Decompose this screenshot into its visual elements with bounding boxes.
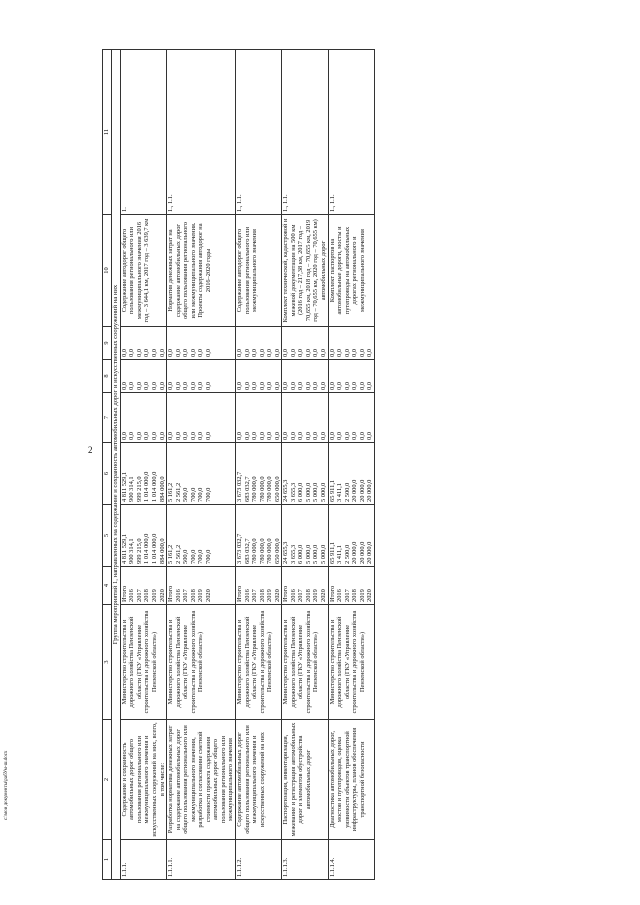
landscape-table-wrapper <box>102 50 640 880</box>
other-value: 0,0 <box>197 349 205 357</box>
total-value: 780 000,0 <box>251 538 259 564</box>
indicator-link: 1., 1.1. <box>282 50 328 215</box>
regional-cell <box>282 443 328 505</box>
total-value: 20 000,0 <box>351 541 359 564</box>
regional-value: 20 000,0 <box>358 479 366 502</box>
local-value: 0,0 <box>297 382 305 390</box>
total-value: 3 655,3 <box>289 544 297 564</box>
other-value: 0,0 <box>235 349 243 357</box>
other-value: 0,0 <box>297 349 305 357</box>
indicator-link: 1. <box>120 50 166 215</box>
regional-value: 5 000,0 <box>304 482 312 502</box>
federal-cell <box>328 393 374 443</box>
column-number: 7 <box>103 393 112 443</box>
years-value: 2017 <box>135 589 143 602</box>
years-value: Итого <box>167 585 175 602</box>
total-value: 24 655,3 <box>282 541 290 564</box>
federal-value: 0,0 <box>328 432 336 440</box>
activity-code: 1.1.1.3. <box>282 840 328 880</box>
local-value: 0,0 <box>304 382 312 390</box>
other-cell <box>235 327 281 360</box>
federal-value: 0,0 <box>273 432 281 440</box>
activity-code: 1.1.1.2. <box>235 840 281 880</box>
other-value: 0,0 <box>312 349 320 357</box>
years-value: 2016 <box>289 589 297 602</box>
federal-value: 0,0 <box>304 432 312 440</box>
other-value: 0,0 <box>158 349 166 357</box>
years-cell <box>120 567 166 605</box>
total-value: 780 000,0 <box>258 538 266 564</box>
local-value: 0,0 <box>319 382 327 390</box>
total-value: 500,0 <box>182 549 190 564</box>
local-value: 0,0 <box>235 382 243 390</box>
other-value: 0,0 <box>128 349 136 357</box>
federal-cell <box>235 393 281 443</box>
total-value: 4 811 529,1 <box>120 533 128 564</box>
activity-executor: Министерство строительства и дорожного хозяйства Пензенской области (ГКУ «Управление строительства и дорожного хозяйства Пензенской области») <box>120 605 166 720</box>
other-value: 0,0 <box>174 349 182 357</box>
federal-value: 0,0 <box>319 432 327 440</box>
federal-value: 0,0 <box>128 432 136 440</box>
local-cell <box>235 360 281 393</box>
total-value: 6 000,0 <box>297 544 305 564</box>
total-value: 5 000,0 <box>312 544 320 564</box>
federal-cell <box>120 393 166 443</box>
years-value: 2016 <box>336 589 344 602</box>
federal-value: 0,0 <box>336 432 344 440</box>
column-number: 11 <box>103 50 112 215</box>
total-value: 5 000,0 <box>304 544 312 564</box>
regional-value: 700,0 <box>197 487 205 502</box>
federal-value: 0,0 <box>351 432 359 440</box>
total-value: 884 000,0 <box>158 538 166 564</box>
years-value: 2019 <box>312 589 320 602</box>
years-value: 2016 <box>243 589 251 602</box>
other-value: 0,0 <box>358 349 366 357</box>
federal-value: 0,0 <box>258 432 266 440</box>
total-cell <box>282 505 328 567</box>
total-value: 650 000,0 <box>273 538 281 564</box>
federal-value: 0,0 <box>243 432 251 440</box>
local-cell <box>328 360 374 393</box>
other-value: 0,0 <box>343 349 351 357</box>
total-value: 5 161,2 <box>167 544 175 564</box>
federal-value: 0,0 <box>150 432 158 440</box>
other-value: 0,0 <box>328 349 336 357</box>
total-value: 700,0 <box>197 549 205 564</box>
table-body <box>120 50 374 880</box>
local-value: 0,0 <box>358 382 366 390</box>
local-value: 0,0 <box>128 382 136 390</box>
local-cell <box>282 360 328 393</box>
table-row <box>235 50 281 880</box>
other-value: 0,0 <box>258 349 266 357</box>
other-value: 0,0 <box>282 349 290 357</box>
years-value: 2019 <box>150 589 158 602</box>
local-value: 0,0 <box>366 382 374 390</box>
years-value: 2018 <box>143 589 151 602</box>
regional-value: 2 561,2 <box>174 482 182 502</box>
local-value: 0,0 <box>158 382 166 390</box>
regional-value: 6 000,0 <box>297 482 305 502</box>
activity-name: Содержание автомобильных дорог общего пользования регионального или межмуниципального значения и искусственных сооружений на них <box>235 720 281 840</box>
total-cell <box>328 505 374 567</box>
federal-value: 0,0 <box>343 432 351 440</box>
regional-cell <box>167 443 236 505</box>
local-value: 0,0 <box>266 382 274 390</box>
other-value: 0,0 <box>304 349 312 357</box>
regional-value: 3 673 032,7 <box>235 471 243 502</box>
years-value: 2016 <box>128 589 136 602</box>
activity-name: Паспортизация, инвентаризация, межевание и регистрация автомобильных дорог и элементов обустройства автомобильных дорог <box>282 720 328 840</box>
activity-result: Норматив денежных затрат на содержание автомобильных дорог общего пользования регионального или межмуниципального значения. Проекты содержания автодорог на 2016–2020 годы <box>167 215 236 327</box>
regional-value: 999 215,0 <box>135 476 143 502</box>
regional-value: 2 500,0 <box>343 482 351 502</box>
years-value: Итого <box>282 585 290 602</box>
column-number-row <box>103 50 112 880</box>
federal-value: 0,0 <box>204 432 212 440</box>
local-value: 0,0 <box>135 382 143 390</box>
column-number: 1 <box>103 840 112 880</box>
local-cell <box>120 360 166 393</box>
other-value: 0,0 <box>273 349 281 357</box>
local-value: 0,0 <box>328 382 336 390</box>
other-value: 0,0 <box>189 349 197 357</box>
regional-value: 500,0 <box>182 487 190 502</box>
other-value: 0,0 <box>120 349 128 357</box>
years-value: Итого <box>120 585 128 602</box>
other-value: 0,0 <box>143 349 151 357</box>
local-value: 0,0 <box>343 382 351 390</box>
federal-value: 0,0 <box>135 432 143 440</box>
federal-cell <box>167 393 236 443</box>
other-value: 0,0 <box>150 349 158 357</box>
regional-cell <box>235 443 281 505</box>
local-value: 0,0 <box>243 382 251 390</box>
activity-name: Диагностика автомобильных дорог, мостов и путепроводов, оценка уязвимости объектов транспортной инфраструктуры, планов обеспечения транспортной безопасности <box>328 720 374 840</box>
total-value: 700,0 <box>204 549 212 564</box>
indicator-link: 1., 1.1. <box>328 50 374 215</box>
federal-value: 0,0 <box>174 432 182 440</box>
local-value: 0,0 <box>289 382 297 390</box>
local-value: 0,0 <box>120 382 128 390</box>
activity-result: Комплект паспортов на автомобильные дороги, мосты и путепроводы на автомобильных дорогах регионального и межмуниципального значения <box>328 215 374 327</box>
other-value: 0,0 <box>243 349 251 357</box>
regional-value: 5 000,0 <box>312 482 320 502</box>
total-value: 2 561,2 <box>174 544 182 564</box>
other-cell <box>167 327 236 360</box>
table-row <box>328 50 374 880</box>
regional-value: 780 000,0 <box>251 476 259 502</box>
years-value: 2018 <box>189 589 197 602</box>
total-value: 3 411,1 <box>336 545 344 564</box>
other-value: 0,0 <box>289 349 297 357</box>
regional-value: 24 655,3 <box>282 479 290 502</box>
total-value: 2 500,0 <box>343 544 351 564</box>
regional-cell <box>120 443 166 505</box>
years-value: 2019 <box>358 589 366 602</box>
regional-value: 1 014 000,0 <box>150 471 158 502</box>
years-value: 2017 <box>182 589 190 602</box>
total-value: 65 911,1 <box>328 541 336 564</box>
federal-value: 0,0 <box>197 432 205 440</box>
regional-value: 650 000,0 <box>273 476 281 502</box>
federal-value: 0,0 <box>235 432 243 440</box>
total-cell <box>235 505 281 567</box>
local-value: 0,0 <box>150 382 158 390</box>
other-cell <box>328 327 374 360</box>
federal-value: 0,0 <box>312 432 320 440</box>
years-cell <box>328 567 374 605</box>
years-value: 2017 <box>343 589 351 602</box>
footer-file-path: c:\мои документы\рабУм-ш.docx <box>4 750 9 820</box>
local-value: 0,0 <box>189 382 197 390</box>
activity-result: Содержание автодорог общего пользования регионального или межмуниципального значения 2016 год – 3 644,1 км, 2017 год – 3 639,7 км <box>120 215 166 327</box>
federal-value: 0,0 <box>182 432 190 440</box>
group-header-row <box>112 50 121 880</box>
federal-value: 0,0 <box>120 432 128 440</box>
column-number: 4 <box>103 567 112 605</box>
activity-executor: Министерство строительства и дорожного хозяйства Пензенской области (ГКУ «Управление строительства и дорожного хозяйства Пензенской области») <box>282 605 328 720</box>
column-number: 10 <box>103 215 112 327</box>
regional-value: 20 000,0 <box>351 479 359 502</box>
column-number: 9 <box>103 327 112 360</box>
total-cell <box>120 505 166 567</box>
federal-value: 0,0 <box>167 432 175 440</box>
other-value: 0,0 <box>319 349 327 357</box>
other-cell <box>282 327 328 360</box>
activity-code: 1.1.1.1. <box>167 840 236 880</box>
federal-value: 0,0 <box>189 432 197 440</box>
local-value: 0,0 <box>282 382 290 390</box>
activity-executor: Министерство строительства и дорожного хозяйства Пензенской области (ГКУ «Управление строительства и дорожного хозяйства Пензенской области») <box>235 605 281 720</box>
local-value: 0,0 <box>204 382 212 390</box>
regional-cell <box>328 443 374 505</box>
total-value: 5 000,0 <box>319 544 327 564</box>
total-cell <box>167 505 236 567</box>
regional-value: 700,0 <box>204 487 212 502</box>
local-value: 0,0 <box>258 382 266 390</box>
other-value: 0,0 <box>266 349 274 357</box>
years-value: 2017 <box>251 589 259 602</box>
local-value: 0,0 <box>251 382 259 390</box>
table-row <box>282 50 328 880</box>
local-value: 0,0 <box>167 382 175 390</box>
program-activities-table <box>102 49 375 880</box>
years-cell <box>167 567 236 605</box>
local-cell <box>167 360 236 393</box>
federal-value: 0,0 <box>358 432 366 440</box>
total-value: 900 314,1 <box>128 538 136 564</box>
years-value: 2016 <box>174 589 182 602</box>
other-value: 0,0 <box>366 349 374 357</box>
local-value: 0,0 <box>351 382 359 390</box>
local-value: 0,0 <box>174 382 182 390</box>
years-value: Итого <box>235 585 243 602</box>
total-value: 700,0 <box>189 549 197 564</box>
years-cell <box>282 567 328 605</box>
regional-value: 5 000,0 <box>319 482 327 502</box>
regional-value: 3 655,3 <box>289 482 297 502</box>
indicator-link: 1., 1.1. <box>167 50 236 215</box>
years-cell <box>235 567 281 605</box>
federal-value: 0,0 <box>289 432 297 440</box>
other-value: 0,0 <box>336 349 344 357</box>
regional-value: 780 000,0 <box>266 476 274 502</box>
years-value: 2018 <box>351 589 359 602</box>
regional-value: 884 000,0 <box>158 476 166 502</box>
regional-value: 683 032,7 <box>243 476 251 502</box>
years-value: 2019 <box>197 589 205 602</box>
indicator-link: 1., 1.1. <box>235 50 281 215</box>
column-number: 3 <box>103 605 112 720</box>
federal-value: 0,0 <box>282 432 290 440</box>
years-value: Итого <box>328 585 336 602</box>
local-value: 0,0 <box>312 382 320 390</box>
years-value: 2020 <box>158 589 166 602</box>
local-value: 0,0 <box>336 382 344 390</box>
local-value: 0,0 <box>197 382 205 390</box>
years-value: 2017 <box>297 589 305 602</box>
activity-name: Содержание и сохранность автомобильных дорог общего пользования регионального или межмуниципального значения и искусственных сооружений на них, всего, в том числе: <box>120 720 166 840</box>
federal-value: 0,0 <box>266 432 274 440</box>
regional-value: 5 161,2 <box>167 482 175 502</box>
activity-executor: Министерство строительства и дорожного хозяйства Пензенской области (ГКУ «Управление строительства и дорожного хозяйства Пензенской области») <box>328 605 374 720</box>
regional-value: 1 014 000,0 <box>143 471 151 502</box>
federal-value: 0,0 <box>366 432 374 440</box>
total-value: 20 000,0 <box>358 541 366 564</box>
total-value: 683 032,7 <box>243 538 251 564</box>
activity-result: Содержание автодорог общего пользования регионального или межмуниципального значения <box>235 215 281 327</box>
years-value: 2020 <box>366 589 374 602</box>
years-value: 2018 <box>258 589 266 602</box>
federal-value: 0,0 <box>251 432 259 440</box>
total-value: 999 215,0 <box>135 538 143 564</box>
activity-code: 1.1.1.4. <box>328 840 374 880</box>
group-title: Группа мероприятий 1, направленных на содержание и сохранность автомобильных дорог и искусственных сооружений на них <box>112 50 121 880</box>
total-value: 3 673 032,7 <box>235 533 243 564</box>
regional-value: 900 314,1 <box>128 476 136 502</box>
total-value: 20 000,0 <box>366 541 374 564</box>
other-value: 0,0 <box>351 349 359 357</box>
other-value: 0,0 <box>167 349 175 357</box>
regional-value: 65 911,1 <box>328 479 336 502</box>
federal-cell <box>282 393 328 443</box>
regional-value: 700,0 <box>189 487 197 502</box>
page-number: 2 <box>88 445 93 455</box>
years-value: 2019 <box>266 589 274 602</box>
column-number: 6 <box>103 443 112 505</box>
regional-value: 780 000,0 <box>258 476 266 502</box>
activity-name: Разработка норматива денежных затрат на содержание автомобильных дорог общего пользования регионального или межмуниципального значения, разработка и согласование сметной стоимости проекта содержания автомобильных дорог общего пользования регионального или межмуниципального значения <box>167 720 236 840</box>
total-value: 1 014 000,0 <box>150 533 158 564</box>
column-number: 8 <box>103 360 112 393</box>
table-row <box>167 50 236 880</box>
regional-value: 4 811 529,1 <box>120 471 128 502</box>
other-value: 0,0 <box>251 349 259 357</box>
years-value: 2020 <box>273 589 281 602</box>
table-row <box>120 50 166 880</box>
total-value: 780 000,0 <box>266 538 274 564</box>
local-value: 0,0 <box>273 382 281 390</box>
local-value: 0,0 <box>143 382 151 390</box>
activity-result: Комплект технической, кадастровой и межевой документации на 500 км (2016 год – 217,38 км, 2017 год – 70,655 км, 2018 год – 70,655 км, 2019 год – 70,655 км, 2020 год – 70,655 км) автомобильных дорог <box>282 215 328 327</box>
years-value: 2020 <box>204 589 212 602</box>
years-value: 2018 <box>304 589 312 602</box>
federal-value: 0,0 <box>143 432 151 440</box>
column-number: 2 <box>103 720 112 840</box>
activity-code: 1.1.1. <box>120 840 166 880</box>
other-value: 0,0 <box>204 349 212 357</box>
total-value: 1 014 000,0 <box>143 533 151 564</box>
federal-value: 0,0 <box>158 432 166 440</box>
other-value: 0,0 <box>182 349 190 357</box>
activity-executor: Министерство строительства и дорожного хозяйства Пензенской области (ГКУ «Управление строительства и дорожного хозяйства Пензенской области») <box>167 605 236 720</box>
regional-value: 20 000,0 <box>366 479 374 502</box>
years-value: 2020 <box>319 589 327 602</box>
regional-value: 3 411,1 <box>336 483 344 502</box>
other-cell <box>120 327 166 360</box>
column-number: 5 <box>103 505 112 567</box>
federal-value: 0,0 <box>297 432 305 440</box>
other-value: 0,0 <box>135 349 143 357</box>
local-value: 0,0 <box>182 382 190 390</box>
